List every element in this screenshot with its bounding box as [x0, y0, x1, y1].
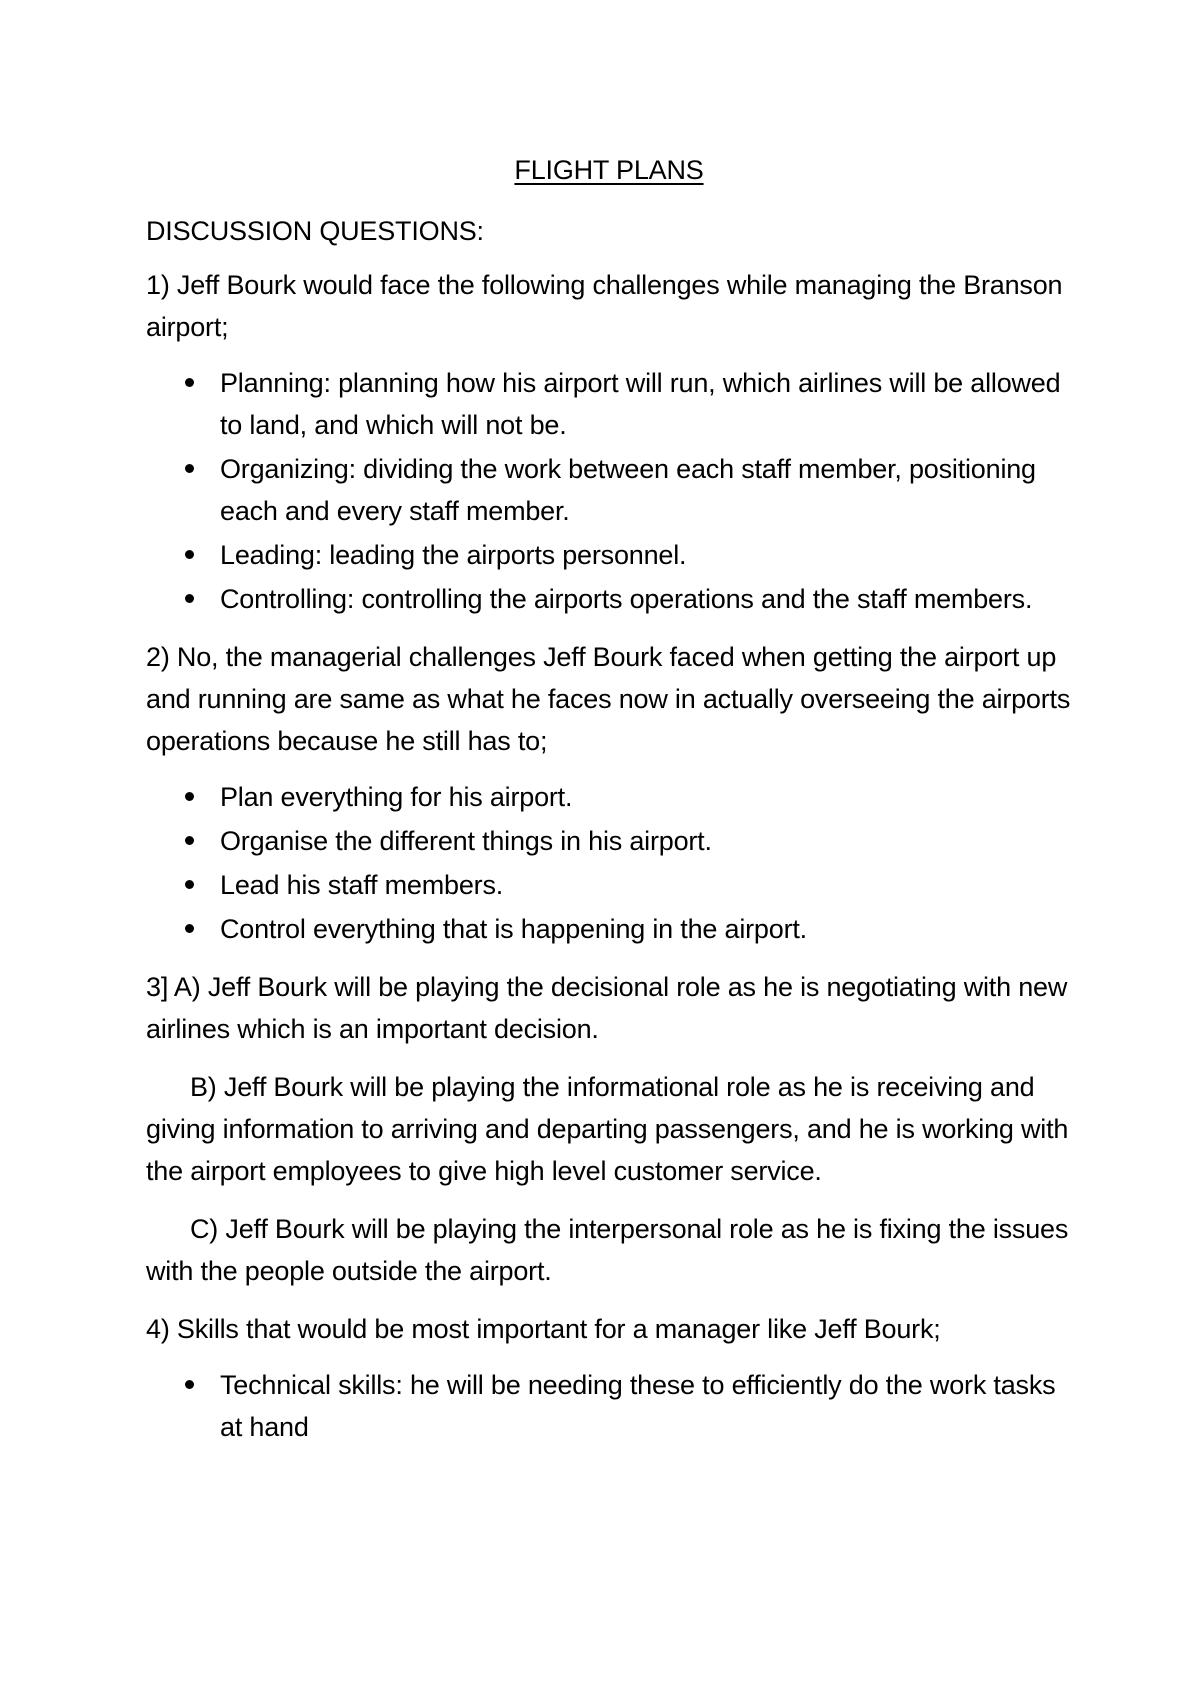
list-item: Controlling: controlling the airports operations and the staff members. [220, 578, 1072, 620]
list-item: Organise the different things in his airport. [220, 820, 1072, 862]
question-2-list [146, 776, 1072, 950]
question-1: 1) Jeff Bourk would face the following challenges while managing the Branson airport; [146, 270, 1063, 342]
question-3a: 3] A) Jeff Bourk will be playing the decisional role as he is negotiating with new airlines which is an important decision. [146, 972, 1068, 1044]
list-item: Control everything that is happening in the airport. [220, 908, 1072, 950]
list-item: Organizing: dividing the work between each staff member, positioning each and every staff member. [220, 448, 1072, 532]
question-3c: C) Jeff Bourk will be playing the interpersonal role as he is fixing the issues with the people outside the airport. [146, 1214, 1069, 1286]
list-item: Leading: leading the airports personnel. [220, 534, 1072, 576]
question-1-list [146, 362, 1072, 620]
list-item: Lead his staff members. [220, 864, 1072, 906]
list-item: Planning: planning how his airport will run, which airlines will be allowed to land, and which will not be. [220, 362, 1072, 446]
question-4-list [146, 1364, 1072, 1448]
document-title: FLIGHT PLANS [514, 155, 704, 185]
list-item: Plan everything for his airport. [220, 776, 1072, 818]
question-3b: B) Jeff Bourk will be playing the informational role as he is receiving and giving information to arriving and departing passengers, and he is working with the airport employees to give high level customer service. [146, 1072, 1069, 1186]
question-2: 2) No, the managerial challenges Jeff Bourk faced when getting the airport up and running are same as what he faces now in actually overseeing the airports operations because he still has to; [146, 642, 1071, 756]
list-item: Technical skills: he will be needing these to efficiently do the work tasks at hand [220, 1364, 1072, 1448]
question-4: 4) Skills that would be most important for a manager like Jeff Bourk; [146, 1314, 941, 1344]
section-heading: DISCUSSION QUESTIONS: [146, 216, 484, 246]
